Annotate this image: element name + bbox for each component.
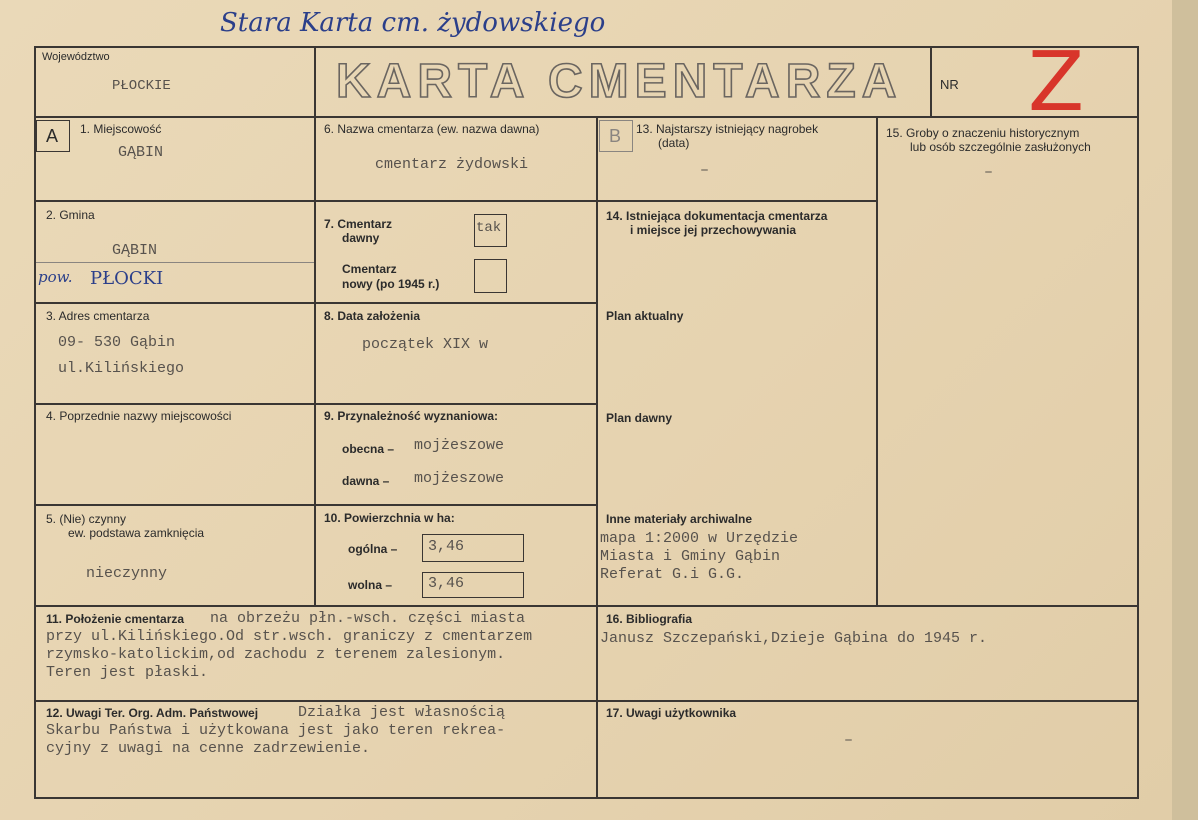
f3-label: 3. Adres cmentarza: [46, 309, 150, 323]
paper-edge: [1172, 0, 1198, 820]
f7-label3: Cmentarz: [342, 262, 397, 276]
plan-aktualny-label: Plan aktualny: [606, 309, 684, 323]
f11-line1: na obrzeżu płn.-wsch. części miasta: [210, 610, 526, 627]
header-divider: [34, 116, 1138, 118]
f13-label2: (data): [658, 136, 690, 150]
c2-line-d: [314, 504, 598, 506]
f7-label4: nowy (po 1945 r.): [342, 277, 440, 291]
f9-label: 9. Przynależność wyznaniowa:: [324, 409, 499, 423]
c1-line-c: [34, 403, 316, 405]
c1-line-a: [34, 200, 316, 202]
wojewodztwo-label: Województwo: [42, 51, 110, 63]
f13-value: –: [700, 162, 710, 179]
row-line-11: [34, 605, 1138, 607]
f15-label1: 15. Groby o znaczeniu historycznym: [886, 126, 1080, 140]
f10-wolna-label: wolna –: [348, 578, 393, 592]
f2-value: GĄBIN: [112, 242, 158, 259]
f11-line2: przy ul.Kilińskiego.Od str.wsch. graniczy z cmentarzem: [46, 628, 533, 645]
f7-label2: dawny: [342, 231, 380, 245]
col-line-1: [314, 116, 316, 606]
f16-value: Janusz Szczepański,Dzieje Gąbina do 1945 r.: [600, 630, 988, 647]
f10-ogolna-label: ogólna –: [348, 542, 398, 556]
f7-label1: 7. Cmentarz: [324, 217, 393, 231]
header-note: Stara Karta cm. żydowskiego: [220, 8, 606, 38]
f6-value: cmentarz żydowski: [375, 156, 529, 173]
inne-line2: Miasta i Gminy Gąbin: [600, 548, 781, 565]
c2-line-a: [314, 200, 598, 202]
f12-line3: cyjny z uwagi na cenne zadrzewienie.: [46, 740, 371, 757]
f15-label2: lub osób szczególnie zasłużonych: [910, 140, 1091, 154]
inne-label: Inne materiały archiwalne: [606, 512, 753, 526]
header-vline-1: [314, 46, 316, 118]
f12-line2: Skarbu Państwa i użytkowana jest jako teren rekrea-: [46, 722, 506, 739]
f12-label: 12. Uwagi Ter. Org. Adm. Państwowej: [46, 706, 259, 720]
f12-line1: Działka jest własnością: [298, 704, 506, 721]
nr-mark: Z: [1028, 35, 1085, 130]
f10-wolna: 3,46: [428, 575, 465, 592]
plan-dawny-label: Plan dawny: [606, 411, 673, 425]
inne-line1: mapa 1:2000 w Urzędzie: [600, 530, 799, 547]
c1-line-b: [34, 302, 316, 304]
card-title: KARTA CMENTARZA: [336, 55, 903, 108]
row-line-12: [34, 700, 1138, 702]
f5-label2: ew. podstawa zamknięcia: [68, 526, 205, 540]
f11-label: 11. Położenie cmentarza: [46, 612, 185, 626]
f7-nowy-box: [474, 259, 507, 293]
c1-line-d: [34, 504, 316, 506]
frame-bottom: [34, 797, 1139, 799]
f9-dawna: mojżeszowe: [414, 470, 505, 487]
f16-label: 16. Bibliografia: [606, 612, 693, 626]
c2-line-c: [314, 403, 598, 405]
f2-pow-label: pow.: [38, 268, 73, 286]
f1-label: 1. Miejscowość: [80, 122, 162, 136]
col-line-3: [876, 116, 878, 606]
nr-label: NR: [940, 77, 959, 92]
f2-pow-value: PŁOCKI: [90, 268, 164, 289]
f3-line2: ul.Kilińskiego: [58, 360, 185, 377]
frame-top: [34, 46, 1138, 48]
f11-line4: Teren jest płaski.: [46, 664, 209, 681]
f10-label: 10. Powierzchnia w ha:: [324, 511, 455, 525]
f5-value: nieczynny: [86, 565, 168, 582]
f1-value: GĄBIN: [118, 144, 164, 161]
f4-label: 4. Poprzednie nazwy miejscowości: [46, 409, 232, 423]
f3-line1: 09- 530 Gąbin: [58, 334, 176, 351]
wojewodztwo-value: PŁOCKIE: [112, 78, 171, 94]
frame-right: [1137, 46, 1139, 798]
f5-label1: 5. (Nie) czynny: [46, 512, 127, 526]
col-line-2: [596, 116, 598, 798]
f11-line3: rzymsko-katolickim,od zachodu z terenem zalesionym.: [46, 646, 506, 663]
f17-value: –: [844, 732, 854, 749]
frame-left: [34, 46, 36, 798]
f8-value: początek XIX w: [362, 336, 489, 353]
section-a-letter: A: [46, 126, 59, 146]
f14-label2: i miejsce jej przechowywania: [630, 223, 797, 237]
f9-dawna-label: dawna –: [342, 474, 390, 488]
f10-ogolna: 3,46: [428, 538, 465, 555]
f7-value: tak: [476, 220, 502, 236]
f14-label1: 14. Istniejąca dokumentacja cmentarza: [606, 209, 828, 223]
f6-label: 6. Nazwa cmentarza (ew. nazwa dawna): [324, 122, 540, 136]
c3-line-a: [596, 200, 878, 202]
c2-line-b: [314, 302, 598, 304]
header-vline-2: [930, 46, 932, 118]
f13-label1: 13. Najstarszy istniejący nagrobek: [636, 122, 819, 136]
f9-obecna: mojżeszowe: [414, 437, 505, 454]
f9-obecna-label: obecna –: [342, 442, 395, 456]
inne-line3: Referat G.i G.G.: [600, 566, 745, 583]
c1-thin-line: [36, 262, 314, 263]
f17-label: 17. Uwagi użytkownika: [606, 706, 737, 720]
f2-label: 2. Gmina: [46, 208, 95, 222]
f8-label: 8. Data założenia: [324, 309, 421, 323]
section-b-letter: B: [609, 126, 622, 146]
f15-value: –: [984, 164, 994, 181]
